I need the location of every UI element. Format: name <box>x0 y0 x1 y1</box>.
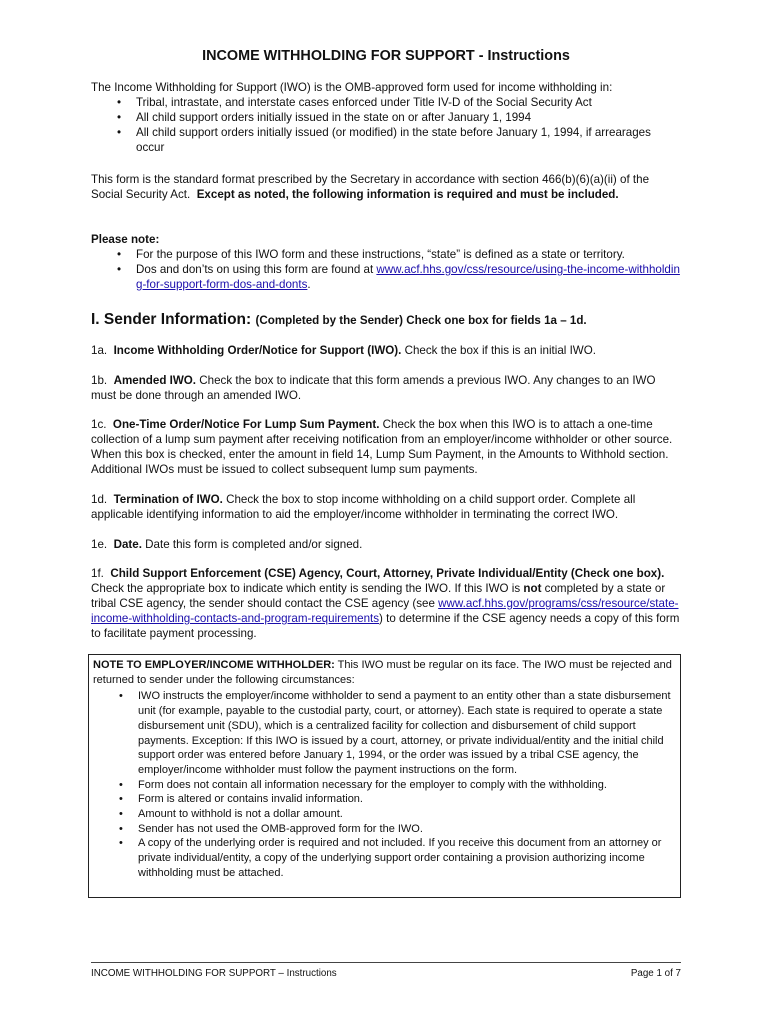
item-heading: Date. <box>113 538 142 551</box>
item-text: Date this form is completed and/or signed. <box>145 538 363 551</box>
cse-contacts-link[interactable]: www.acf.hhs.gov/programs/css/resource/state-income-withholding-contacts-and-program-requirements <box>91 597 679 625</box>
item-text: Check the appropriate box to indicate which entity is sending the IWO. If this IWO is <box>91 582 521 595</box>
note-bullet: • Form does not contain all information necessary for the employer to comply with the withholding. <box>93 778 676 793</box>
item-1b <box>91 373 681 403</box>
item-label: 1a. <box>91 344 108 357</box>
item-heading: Child Support Enforcement (CSE) Agency, Court, Attorney, Private Individual/Entity (Check one box). <box>110 567 665 580</box>
page-number: Page 1 of 7 <box>630 968 681 979</box>
intro-section <box>91 80 681 155</box>
page-title: INCOME WITHHOLDING FOR SUPPORT - Instructions <box>202 48 570 64</box>
note-bullet: • Form is altered or contains invalid information. <box>93 792 676 807</box>
item-label: 1e. <box>91 538 108 551</box>
item-heading: One-Time Order/Notice For Lump Sum Payment. <box>112 418 380 431</box>
format-paragraph <box>91 172 681 202</box>
item-heading: Termination of IWO. <box>113 493 223 506</box>
section-heading-sender <box>91 311 681 330</box>
item-label: 1f. <box>91 567 104 580</box>
note-bullet: • Amount to withhold is not a dollar amount. <box>93 807 676 822</box>
note-bullet: • Sender has not used the OMB-approved form for the IWO. <box>93 822 676 837</box>
item-label: 1d. <box>91 493 108 506</box>
item-text: Check the box to stop income withholding on a child support order. Complete all applicable identifying information to aid the employer/income withholder in terminating the correct IWO. <box>91 493 636 521</box>
dos-donts-text: Dos and don’ts on using this form are found at <box>136 263 377 276</box>
item-heading: Income Withholding Order/Notice for Support (IWO). <box>113 344 402 357</box>
note-heading: NOTE TO EMPLOYER/INCOME WITHHOLDER: <box>93 659 335 671</box>
item-1a <box>91 343 681 358</box>
format-bold: Except as noted, the following information is required and must be included. <box>196 188 619 201</box>
note-bullet: • A copy of the underlying order is required and not included. If you receive this document from an attorney or private individual/entity, a copy of the underlying support order containing a provision authorizing income withholding must be attached. <box>93 836 676 880</box>
please-note-bullet <box>91 262 681 292</box>
item-1f <box>91 566 681 641</box>
note-list <box>93 689 676 880</box>
intro-bullet: • All child support orders initially issued in the state on or after January 1, 1994 <box>91 110 681 125</box>
item-1e <box>91 537 681 552</box>
please-note-section <box>91 232 681 292</box>
format-text: This form is the standard format prescribed by the Secretary in accordance with section 466(b)(6)(a)(ii) of the Social Security Act. <box>91 173 650 201</box>
dos-donts-end: . <box>307 278 311 291</box>
note-bullet: • IWO instructs the employer/income withholder to send a payment to an entity other than a state disbursement unit (for example, payable to the custodial party, court, or attorney). Each state is required to operate a state disbursement unit (SDU), which is a centralized facility for collection and disbursement of child support payments. Exception: If this IWO is issued by a court, attorney, or private individual/entity and the initial child support order was entered before January 1, 1994, or the order was issued by a tribal CSE agency, the employer/income withholder must follow the payment instructions on the form. <box>93 689 676 777</box>
item-emphasis: not <box>523 582 542 595</box>
item-text: Check the box to indicate that this form amends a previous IWO. Any changes to an IWO must be done through an amended IWO. <box>91 374 656 402</box>
please-note-heading: Please note: <box>91 233 160 246</box>
note-intro <box>93 658 676 687</box>
item-text: ) to determine if the CSE agency needs a copy of this form to facilitate payment processing. <box>91 612 680 640</box>
item-1d <box>91 492 681 522</box>
intro-bullet: • All child support orders initially issued (or modified) in the state before January 1, 1994, if arrearages occur <box>91 125 681 155</box>
section-subtitle: (Completed by the Sender) Check one box for fields 1a – 1d. <box>255 314 587 327</box>
intro-text: The Income Withholding for Support (IWO) is the OMB-approved form used for income withholding in: <box>91 81 613 94</box>
footer-title: INCOME WITHHOLDING FOR SUPPORT – Instructions <box>91 968 337 979</box>
note-text: This IWO must be regular on its face. The IWO must be rejected and returned to sender under the following circumstances: <box>93 659 672 686</box>
section-title: I. Sender Information: <box>91 311 252 328</box>
item-1c <box>91 417 681 477</box>
item-text: Check the box when this IWO is to attach a one-time collection of a lump sum payment after receiving notification from an employer/income withholder or other source. When this box is checked, enter the amount in field 14, Lump Sum Payment, in the Amounts to Withhold section. Additional IWOs must be issued to collect subsequent lump sum payments. <box>91 418 673 476</box>
item-text: completed by a state or tribal CSE agency, the sender should contact the CSE agency (see <box>91 582 666 610</box>
intro-list <box>91 95 681 155</box>
intro-bullet: • Tribal, intrastate, and interstate cases enforced under Title IV-D of the Social Security Act <box>91 95 681 110</box>
employer-note-box <box>88 654 681 898</box>
item-label: 1b. <box>91 374 108 387</box>
item-label: 1c. <box>91 418 107 431</box>
please-note-list <box>91 247 681 292</box>
dos-donts-link[interactable]: www.acf.hhs.gov/css/resource/using-the-income-withholding-for-support-form-dos-and-donts <box>136 263 680 291</box>
footer-divider <box>91 962 681 963</box>
item-heading: Amended IWO. <box>113 374 197 387</box>
please-note-bullet: • For the purpose of this IWO form and these instructions, “state” is defined as a state or territory. <box>91 247 681 262</box>
item-text: Check the box if this is an initial IWO. <box>404 344 596 357</box>
